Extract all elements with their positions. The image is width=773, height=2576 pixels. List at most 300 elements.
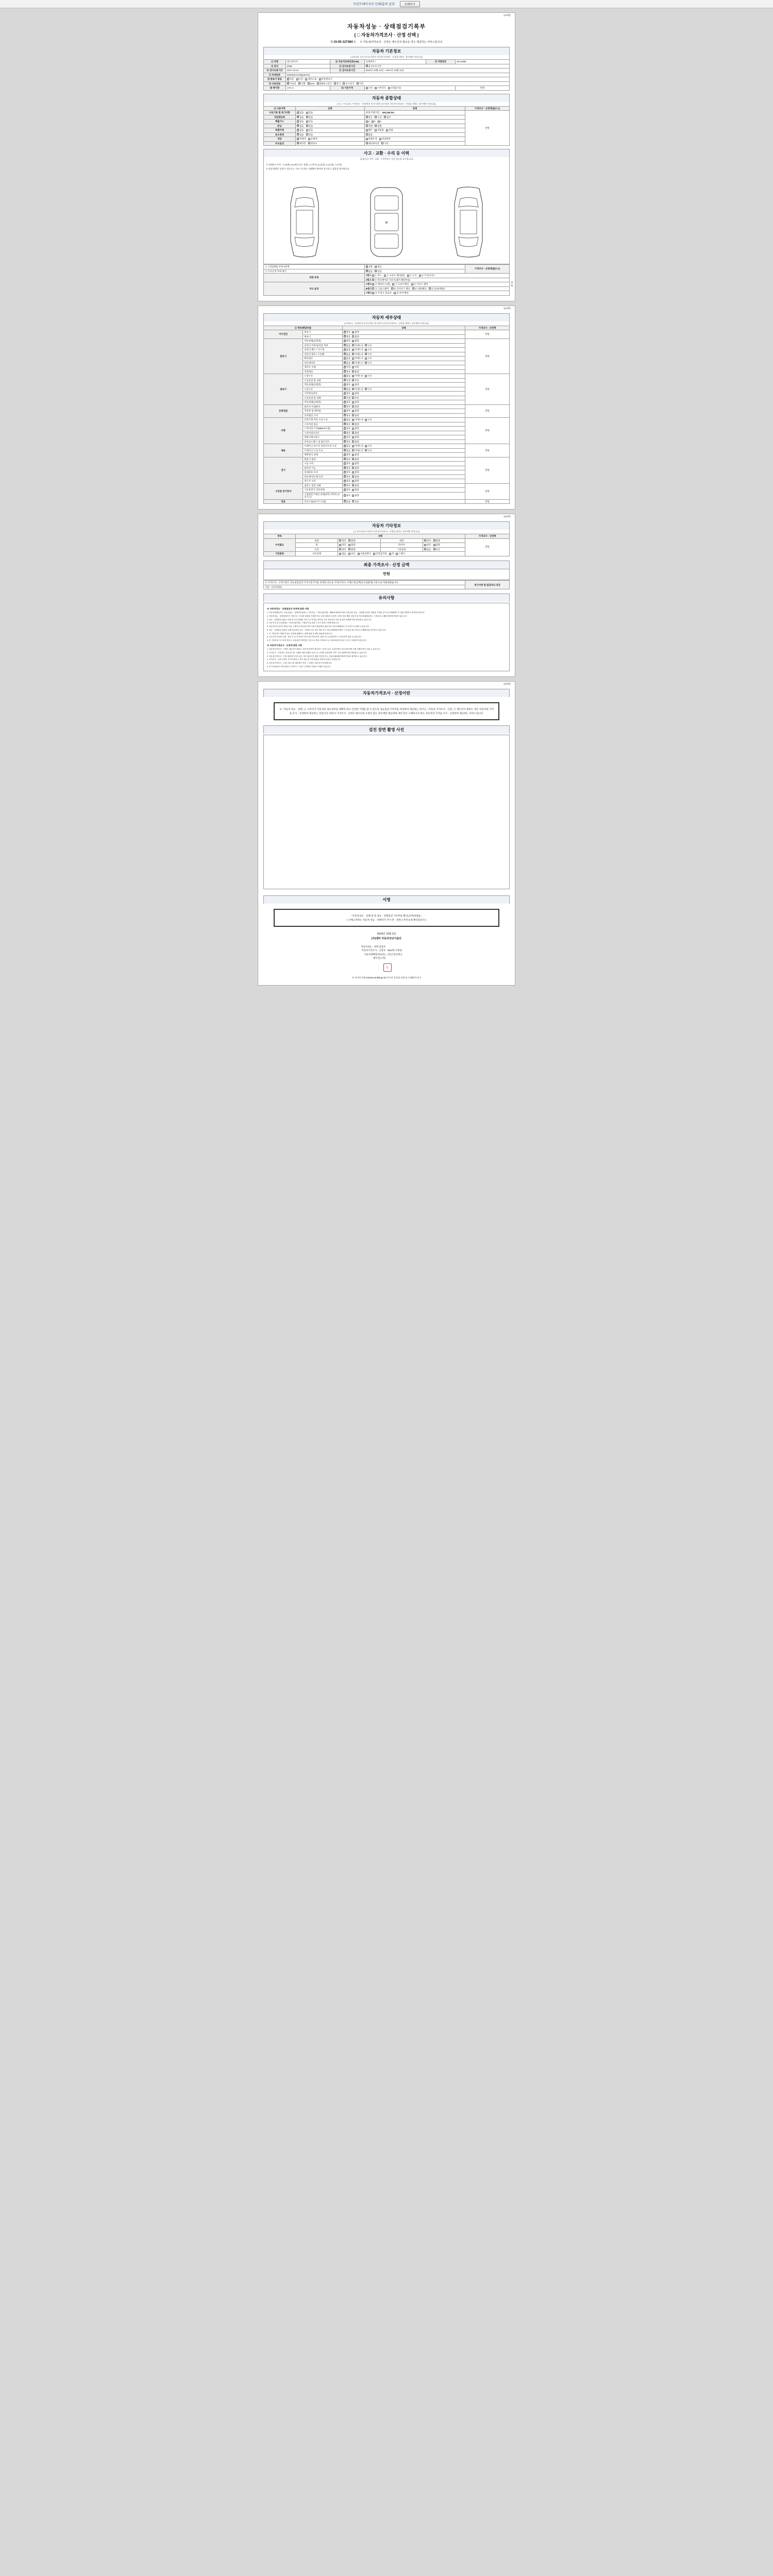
terms-item: 3. 성능 · 상태점검 내용은 점검 당시의 상태를 기준으로 작성된 것이며, 이후 자동차의 사용 및 관리 상태에 따라 변동될 수 있습니다. (267, 618, 372, 621)
rank-label-C: C랭크 (365, 292, 372, 294)
checkbox[interactable] (344, 379, 346, 381)
opt-usechange-x1[interactable]: 없음 (366, 133, 373, 137)
accident-note: (보험사고 이력 · 교환 · 수리여부는 단순 참고용 표시입니다) (263, 157, 510, 161)
opt-option-x1[interactable]: 내비게이션 (366, 142, 379, 145)
opt-누수[interactable]: 누수 (365, 362, 372, 365)
opt-미세누유[interactable]: 미세누유 (352, 348, 363, 351)
detail-item-label: 라디에이터 (303, 361, 342, 365)
opt-outer-exchange[interactable]: ✓ 교환 (366, 265, 373, 268)
opt-lien-yes[interactable]: 있음 (306, 116, 313, 119)
opt-적정[interactable]: ✓ 적정 (344, 397, 350, 400)
opt-없음[interactable]: ✓ 없음 (344, 445, 350, 448)
opt-양호[interactable]: ✓ 양호 (344, 476, 350, 479)
checkbox[interactable] (344, 335, 346, 337)
opt-미세누유[interactable]: 미세누유 (352, 418, 363, 421)
opt-없음[interactable]: ✓ 없음 (344, 500, 350, 503)
checkbox[interactable] (352, 405, 354, 408)
opt-없음[interactable]: ✓ 없음 (344, 357, 350, 360)
checkbox[interactable] (352, 419, 354, 421)
opt-불량[interactable]: 불량 (352, 436, 359, 439)
opt-없음[interactable]: ✓ 없음 (344, 388, 350, 391)
opt-불량[interactable]: 불량 (352, 458, 359, 461)
opt-main-yes[interactable]: 있음 (375, 270, 381, 273)
opt-양호[interactable]: ✓ 양호 (344, 467, 350, 470)
checkbox[interactable] (365, 449, 367, 451)
print-toolbar[interactable] (0, 0, 773, 8)
opt-부족[interactable]: 부족 (352, 366, 359, 369)
opt-tuning-x1[interactable]: 적법 (366, 125, 373, 128)
opt-fuel-other[interactable]: 기타 (357, 82, 363, 86)
opt-usechange-no[interactable]: ✓ 없음 (297, 133, 304, 137)
checkbox[interactable] (344, 484, 346, 486)
checkbox[interactable] (344, 489, 346, 491)
opt-불량[interactable]: 불량 (352, 471, 359, 474)
checkbox[interactable] (352, 375, 354, 377)
opt-미세누유[interactable]: 미세누유 (352, 353, 363, 356)
checkbox[interactable] (352, 401, 354, 403)
opt-rBb[interactable]: ⑩ 인사이드 패널 (391, 287, 410, 291)
opt-rBc[interactable]: ⑪ 대쉬패널 (412, 287, 427, 291)
opt-e2b2[interactable]: 보유 (433, 548, 440, 551)
opt-양호[interactable]: ✓ 양호 (344, 401, 350, 404)
checkbox[interactable] (344, 344, 346, 346)
checkbox[interactable] (352, 349, 354, 351)
opt-tuning-yes[interactable]: 있음 (306, 125, 313, 128)
row-color-extra (364, 137, 465, 142)
opt-양호[interactable]: ✓ 양호 (344, 370, 350, 374)
opt-lien-x3[interactable]: 침수 (384, 116, 391, 119)
checkbox[interactable] (352, 379, 354, 381)
opt-불량[interactable]: 불량 (352, 467, 359, 470)
opt-양호[interactable]: ✓ 양호 (344, 453, 350, 456)
checkbox[interactable] (352, 384, 354, 386)
checkbox[interactable] (344, 423, 346, 425)
opt-양호[interactable]: ✓ 양호 (344, 340, 350, 343)
opt-미세누수[interactable]: 미세누수 (352, 362, 363, 365)
checkbox[interactable] (352, 397, 354, 399)
checkbox[interactable] (365, 344, 367, 346)
cell-vincode-label: ⑦ 차대번호 (264, 73, 286, 77)
checkbox[interactable] (344, 410, 346, 412)
detail-item-label: 오일누유 (303, 374, 342, 379)
checkbox[interactable] (352, 423, 354, 425)
checkbox[interactable] (344, 471, 346, 473)
checkbox[interactable] (365, 349, 367, 351)
opt-e0b2[interactable]: 불량 (433, 539, 440, 543)
opt-누유[interactable]: 누유 (365, 353, 372, 356)
opt-r1b[interactable]: ② 프론트 펜더(좌) (384, 274, 405, 277)
opt-양호[interactable]: ✓ 양호 (344, 335, 350, 338)
checkbox[interactable] (365, 358, 367, 360)
opt-outer-weld[interactable]: 판금 (375, 265, 381, 268)
opt-불량[interactable]: 불량 (352, 370, 359, 374)
opt-emission-x3[interactable]: c (378, 120, 381, 123)
checkbox[interactable] (344, 340, 346, 342)
print-button[interactable]: 인쇄하기 (400, 1, 420, 7)
opt-부족[interactable]: 부족 (352, 379, 359, 382)
opt-fuel-hydrogen[interactable]: 수소전기 (343, 82, 354, 86)
checkbox[interactable] (365, 388, 367, 390)
checkbox[interactable] (352, 454, 354, 456)
checkbox[interactable] (344, 495, 346, 497)
checkbox[interactable] (344, 449, 346, 451)
opt-없음[interactable]: ✓ 없음 (344, 375, 350, 378)
opt-std-2[interactable]: 시작년도 (375, 87, 386, 90)
car-top-view-icon (363, 183, 410, 261)
checkbox[interactable] (352, 480, 354, 482)
cell-std-options (364, 86, 455, 91)
opt-미세누유[interactable]: 미세누유 (352, 344, 363, 347)
opt-불량[interactable]: 불량 (352, 453, 359, 456)
checkbox[interactable] (344, 401, 346, 403)
opt-양호[interactable]: ✓ 양호 (344, 427, 350, 430)
opt-누유[interactable]: 누유 (365, 348, 372, 351)
opt-불량[interactable]: 불량 (352, 440, 359, 444)
opt-main-no[interactable]: ✓ 없음 (366, 270, 373, 273)
opt-누유[interactable]: 누유 (365, 445, 372, 448)
checkbox[interactable] (344, 370, 346, 372)
opt-color-solid[interactable]: ✓ 무채색 (297, 138, 306, 141)
opt-불량[interactable]: 불량 (352, 331, 359, 334)
checkbox[interactable] (352, 410, 354, 412)
checkbox[interactable] (352, 353, 354, 355)
opt-적정[interactable]: ✓ 적정 (344, 366, 350, 369)
detail-item-options (342, 409, 465, 414)
checkbox[interactable] (352, 388, 354, 390)
checkbox[interactable] (352, 436, 354, 438)
opt-e2a2[interactable]: 불량 (348, 548, 355, 551)
opt-양호[interactable]: ✓ 양호 (344, 484, 350, 487)
opt-option-ac[interactable]: ✓ 에어컨 (297, 142, 306, 145)
opt-e2a1[interactable]: 양호 (339, 548, 346, 551)
sig-row-2-k: 자동차매매업자(상호) (364, 953, 385, 956)
checkbox[interactable] (344, 405, 346, 408)
checkbox[interactable] (344, 476, 346, 478)
opt-양호[interactable]: ✓ 양호 (344, 410, 350, 413)
opt-누유[interactable]: 누유 (365, 388, 372, 391)
checkbox[interactable] (344, 467, 346, 469)
checkbox[interactable] (344, 397, 346, 399)
opt-trans-semi[interactable]: 세미오토 (305, 78, 316, 81)
opt-적정[interactable]: ✓ 적정 (344, 379, 350, 382)
opt-불량[interactable]: 불량 (352, 432, 359, 435)
opt-trans-cvt[interactable]: 무단변속기 (319, 78, 332, 81)
detail-body (264, 330, 510, 504)
checkbox[interactable] (352, 366, 354, 368)
opt-special-x1[interactable]: 렌트 (366, 129, 373, 132)
table-row (264, 339, 510, 344)
detail-item-label: 충전구 절연 상태 (303, 483, 342, 488)
opt-e2b1[interactable]: 없음 (424, 548, 431, 551)
opt-fuel-electric[interactable]: 전기 (334, 82, 341, 86)
opt-불량[interactable]: 불량 (352, 414, 359, 417)
outer-rank1 (364, 274, 509, 278)
opt-std-1[interactable]: 구분 (366, 87, 373, 90)
checkbox[interactable] (344, 428, 346, 430)
opt-e3a2[interactable]: 보유 (348, 552, 355, 555)
opt-rAa[interactable]: ⑥ 휠하우스(좌) (372, 283, 390, 286)
opt-special-x2[interactable]: 영업용 (375, 129, 384, 132)
opt-불량[interactable]: 불량 (352, 392, 359, 395)
checkbox[interactable] (344, 419, 346, 421)
opt-e3a6[interactable]: 스패너 (396, 552, 405, 555)
checkbox[interactable] (352, 458, 354, 460)
cell-car-name-label: ① 차명 (264, 60, 286, 64)
opt-불량[interactable]: 불량 (352, 484, 359, 487)
opt-fuel-lpg[interactable]: LPG (308, 82, 315, 86)
opt-e0a1[interactable]: 양호 (339, 539, 346, 543)
opt-양호[interactable]: ✓ 양호 (344, 331, 350, 334)
checkbox[interactable] (352, 344, 354, 346)
opt-e3a5[interactable]: 잭 (389, 552, 394, 555)
opt-rAb[interactable]: ⑦ 프론트패널 (392, 283, 409, 286)
opt-e0a2[interactable]: 불량 (348, 539, 355, 543)
opt-emission-no[interactable]: ✓ 없음 (297, 120, 304, 123)
opt-미세누수[interactable]: 미세누수 (352, 357, 363, 360)
opt-양호[interactable]: ✓ 양호 (344, 405, 350, 409)
opt-불량[interactable]: 불량 (352, 427, 359, 430)
opt-std-3[interactable]: 보험(소유) (388, 87, 401, 90)
checkbox[interactable] (352, 393, 354, 395)
opt-fuel-diesel[interactable]: 디젤 (298, 82, 305, 86)
checkbox[interactable] (352, 500, 354, 502)
opt-rAc[interactable]: ⑧ 사이드 멤버 (411, 283, 428, 286)
checkbox[interactable] (344, 463, 346, 465)
checkbox[interactable] (352, 463, 354, 465)
checkbox[interactable] (344, 358, 346, 360)
checkbox[interactable] (365, 362, 367, 364)
checkbox[interactable] (344, 500, 346, 502)
opt-불량[interactable]: 불량 (352, 494, 359, 497)
opt-양호[interactable]: ✓ 양호 (344, 480, 350, 483)
opt-양호[interactable]: ✓양호 (344, 494, 350, 497)
opt-r2a[interactable]: ⑤ 라디에이터 서포트(볼트체결부품) (372, 279, 410, 282)
checkbox[interactable] (344, 366, 346, 368)
opt-usechange-yes[interactable]: 있음 (306, 133, 313, 137)
opt-rBd[interactable]: ⑫ 플로어패널 (429, 287, 445, 291)
opt-rBa[interactable]: ⑨ 크로스멤버 (372, 287, 389, 291)
checkbox[interactable] (365, 419, 367, 421)
checkbox[interactable] (344, 384, 346, 386)
checkbox[interactable] (344, 440, 346, 443)
checkbox[interactable] (365, 445, 367, 447)
opt-usage-no[interactable]: ✓ 없음 (297, 111, 304, 114)
opt-r1c[interactable]: ③ 도어 (407, 274, 417, 277)
checkbox[interactable] (344, 432, 346, 434)
checkbox[interactable] (344, 454, 346, 456)
opt-e3a3[interactable]: 사용설명서 (358, 552, 371, 555)
opt-양호[interactable]: ✓ 양호 (344, 440, 350, 444)
opt-없음[interactable]: ✓ 없음 (344, 353, 350, 356)
cell-year: 2008 (285, 64, 330, 69)
detail-item-options (342, 365, 465, 370)
opt-양호[interactable]: ✓ 양호 (344, 436, 350, 439)
checkbox[interactable] (352, 467, 354, 469)
checkbox[interactable] (352, 449, 354, 451)
checkbox[interactable] (365, 375, 367, 377)
opt-양호[interactable]: ✓ 양호 (344, 392, 350, 395)
opt-양호[interactable]: ✓ 양호 (344, 462, 350, 465)
opt-불량[interactable]: 불량 (352, 340, 359, 343)
opt-미세누유[interactable]: 미세누유 (352, 388, 363, 391)
opt-불량[interactable]: 불량 (352, 410, 359, 413)
opt-tuning-x2[interactable]: 불법 (375, 125, 381, 128)
opt-불량[interactable]: 불량 (352, 383, 359, 386)
opt-special-yes[interactable]: 있음 (306, 129, 313, 132)
opt-누유[interactable]: 누유 (365, 449, 372, 452)
checkbox[interactable] (344, 445, 346, 447)
checkbox[interactable] (344, 414, 346, 416)
signature-date: 2024년 10월 3일 (377, 932, 396, 936)
opt-누유[interactable]: 누유 (365, 418, 372, 421)
opt-불량[interactable]: 불량 (352, 480, 359, 483)
opt-color-multi[interactable]: 유채색 (308, 138, 317, 141)
opt-불량[interactable]: 불량 (352, 405, 359, 409)
opt-불량[interactable]: 불량 (352, 335, 359, 338)
checkbox[interactable] (344, 480, 346, 482)
opt-없음[interactable]: ✓ 없음 (344, 344, 350, 347)
opt-e1b2[interactable]: 불량 (433, 544, 440, 547)
table-row (264, 404, 510, 409)
opt-양호[interactable]: ✓ 양호 (344, 423, 350, 426)
checkbox[interactable] (344, 375, 346, 377)
opt-fuel-gasoline[interactable]: ✓ 가솔린 (287, 82, 296, 86)
opt-양호[interactable]: ✓ 양호 (344, 432, 350, 435)
opt-e3a4[interactable]: 안전삼각대 (373, 552, 386, 555)
opt-color-x1[interactable]: 전체도색 (366, 138, 377, 141)
opt-color-x2[interactable]: 색상변경 (379, 138, 391, 141)
checkbox[interactable] (352, 432, 354, 434)
opt-trans-auto[interactable]: ✓ 자동 (287, 78, 294, 81)
cell-vin-label: ② 자동차등록번호(VIN) (330, 60, 364, 64)
opt-special-no[interactable]: ✓ 없음 (297, 129, 304, 132)
opt-누유[interactable]: 누유 (365, 375, 372, 378)
checkbox[interactable] (352, 489, 354, 491)
opt-trans-manual[interactable]: 수동 (296, 78, 303, 81)
opt-누수[interactable]: 누수 (365, 357, 372, 360)
checkbox[interactable] (352, 476, 354, 478)
opt-양호[interactable]: ✓ 양호 (344, 458, 350, 461)
checkbox[interactable] (344, 393, 346, 395)
detail-item-label: 실린더 커버/로커암 커버 (303, 343, 342, 348)
opt-불량[interactable]: 불량 (352, 401, 359, 404)
opt-r1d[interactable]: ④ 트렁크리드 (419, 274, 435, 277)
checkbox[interactable] (344, 436, 346, 438)
opt-양호[interactable]: ✓ 양호 (344, 383, 350, 386)
opt-부족[interactable]: 부족 (352, 397, 359, 400)
page-title: 자동차성능 · 상태점검기록부 (347, 24, 426, 30)
opt-emission-x2[interactable]: b (372, 120, 375, 123)
checkbox[interactable] (344, 458, 346, 460)
opt-reg-1[interactable]: ✓ 검사유효기간 (366, 65, 381, 68)
checkbox[interactable] (352, 414, 354, 416)
opt-있음[interactable]: 있음 (352, 500, 359, 503)
opt-lien-x1[interactable]: 전손 (366, 116, 373, 119)
sig-row-1-k: 자동차가격조사 · 산정자 (361, 949, 385, 952)
page-subtitle: ( □ 자동차가격조사 · 산정 선택 ) (354, 32, 419, 38)
opt-fuel-hybrid[interactable]: 휘발유+전기 (317, 82, 332, 86)
checkbox[interactable] (352, 495, 354, 497)
opt-lien-no[interactable]: ✓ 없음 (297, 116, 304, 119)
opt-양호[interactable]: ✓ 양호 (344, 471, 350, 474)
detail-item-label: 배력장치 상태 (303, 453, 342, 457)
checkbox[interactable] (344, 331, 346, 333)
opt-rCa[interactable]: ⑬ 트렁크 플로어 (372, 292, 391, 295)
opt-없음[interactable]: ✓ 없음 (344, 348, 350, 351)
checkbox[interactable] (352, 484, 354, 486)
page-4 (258, 681, 515, 985)
opt-불량[interactable]: 불량 (352, 423, 359, 426)
group-outer: 외판 부위 (264, 274, 365, 282)
opt-special-x3[interactable]: 관용 (386, 129, 393, 132)
terms-item: 5. 자동차인도일부터 30일 이상, 주행거리 2천킬로미터 이상의 범위에서 매수인과 자동차매매업자 간 특약으로 정할 수 있습니다. (267, 625, 369, 628)
opt-emission-x1[interactable]: a (366, 120, 369, 123)
opt-rCb[interactable]: ⑭ 리어 패널 (394, 292, 409, 295)
opt-불량[interactable]: 불량 (352, 476, 359, 479)
etc-r2-b: 기본품목 (380, 547, 423, 552)
opt-e1a2[interactable]: 불량 (348, 544, 355, 547)
opt-미세누유[interactable]: 미세누유 (352, 375, 363, 378)
opt-미세누유[interactable]: 미세누유 (352, 445, 363, 448)
checkbox[interactable] (352, 358, 354, 360)
opt-tuning-no[interactable]: ✓ 없음 (297, 125, 304, 128)
opt-usage-yes[interactable]: 있음 (306, 111, 313, 114)
opt-r1a[interactable]: ① 후드 (372, 274, 382, 277)
checkbox[interactable] (352, 335, 354, 337)
opt-불량[interactable]: 불량 (352, 488, 359, 492)
detail-group-price: 만원 (465, 418, 510, 444)
opt-e0b1[interactable]: 양호 (424, 539, 431, 543)
opt-양호[interactable]: ✓ 양호 (344, 488, 350, 492)
checkbox[interactable] (352, 428, 354, 430)
detail-item-options (342, 466, 465, 470)
car-rear-view-icon (450, 183, 486, 261)
opt-불량[interactable]: 불량 (352, 462, 359, 465)
rank-label-B: B랭크 (365, 287, 372, 290)
terms-item: 4. 가격조사 · 산정 금액은 부가가치세 등 각종 세금 및 이전비용을 포함하지 않은 금액입니다. (267, 658, 341, 661)
checkbox[interactable] (365, 353, 367, 355)
opt-emission-yes[interactable]: 있음 (306, 120, 313, 123)
opt-양호[interactable]: ✓ 양호 (344, 414, 350, 417)
opt-option-sunroof[interactable]: 썬루프 (308, 142, 317, 145)
detail-item-options (342, 492, 465, 499)
checkbox[interactable] (344, 349, 346, 351)
detail-item-options (342, 404, 465, 409)
checkbox[interactable] (344, 353, 346, 355)
opt-미세누유[interactable]: 미세누유 (352, 449, 363, 452)
checkbox[interactable] (352, 340, 354, 342)
checkbox[interactable] (352, 331, 354, 333)
opt-e3a1[interactable]: 없음 (339, 552, 346, 555)
checkbox[interactable] (352, 362, 354, 364)
checkbox[interactable] (344, 388, 346, 390)
checkbox[interactable] (352, 471, 354, 473)
opt-없음[interactable]: ✓ 없음 (344, 418, 350, 421)
opt-option-x2[interactable]: 기타 (381, 142, 388, 145)
detail-item-options (342, 453, 465, 457)
row-emission-extra (364, 120, 465, 124)
checkbox[interactable] (352, 370, 354, 372)
opt-lien-x2[interactable]: 도난 (375, 116, 381, 119)
opt-e1b1[interactable]: 양호 (424, 544, 431, 547)
opt-없음[interactable]: ✓ 없음 (344, 449, 350, 452)
opt-e1a1[interactable]: 양호 (339, 544, 346, 547)
opt-누유[interactable]: 누유 (365, 344, 372, 347)
checkbox[interactable] (352, 440, 354, 443)
opt-없음[interactable]: ✓ 없음 (344, 362, 350, 365)
checkbox[interactable] (344, 362, 346, 364)
checkbox[interactable] (352, 445, 354, 447)
